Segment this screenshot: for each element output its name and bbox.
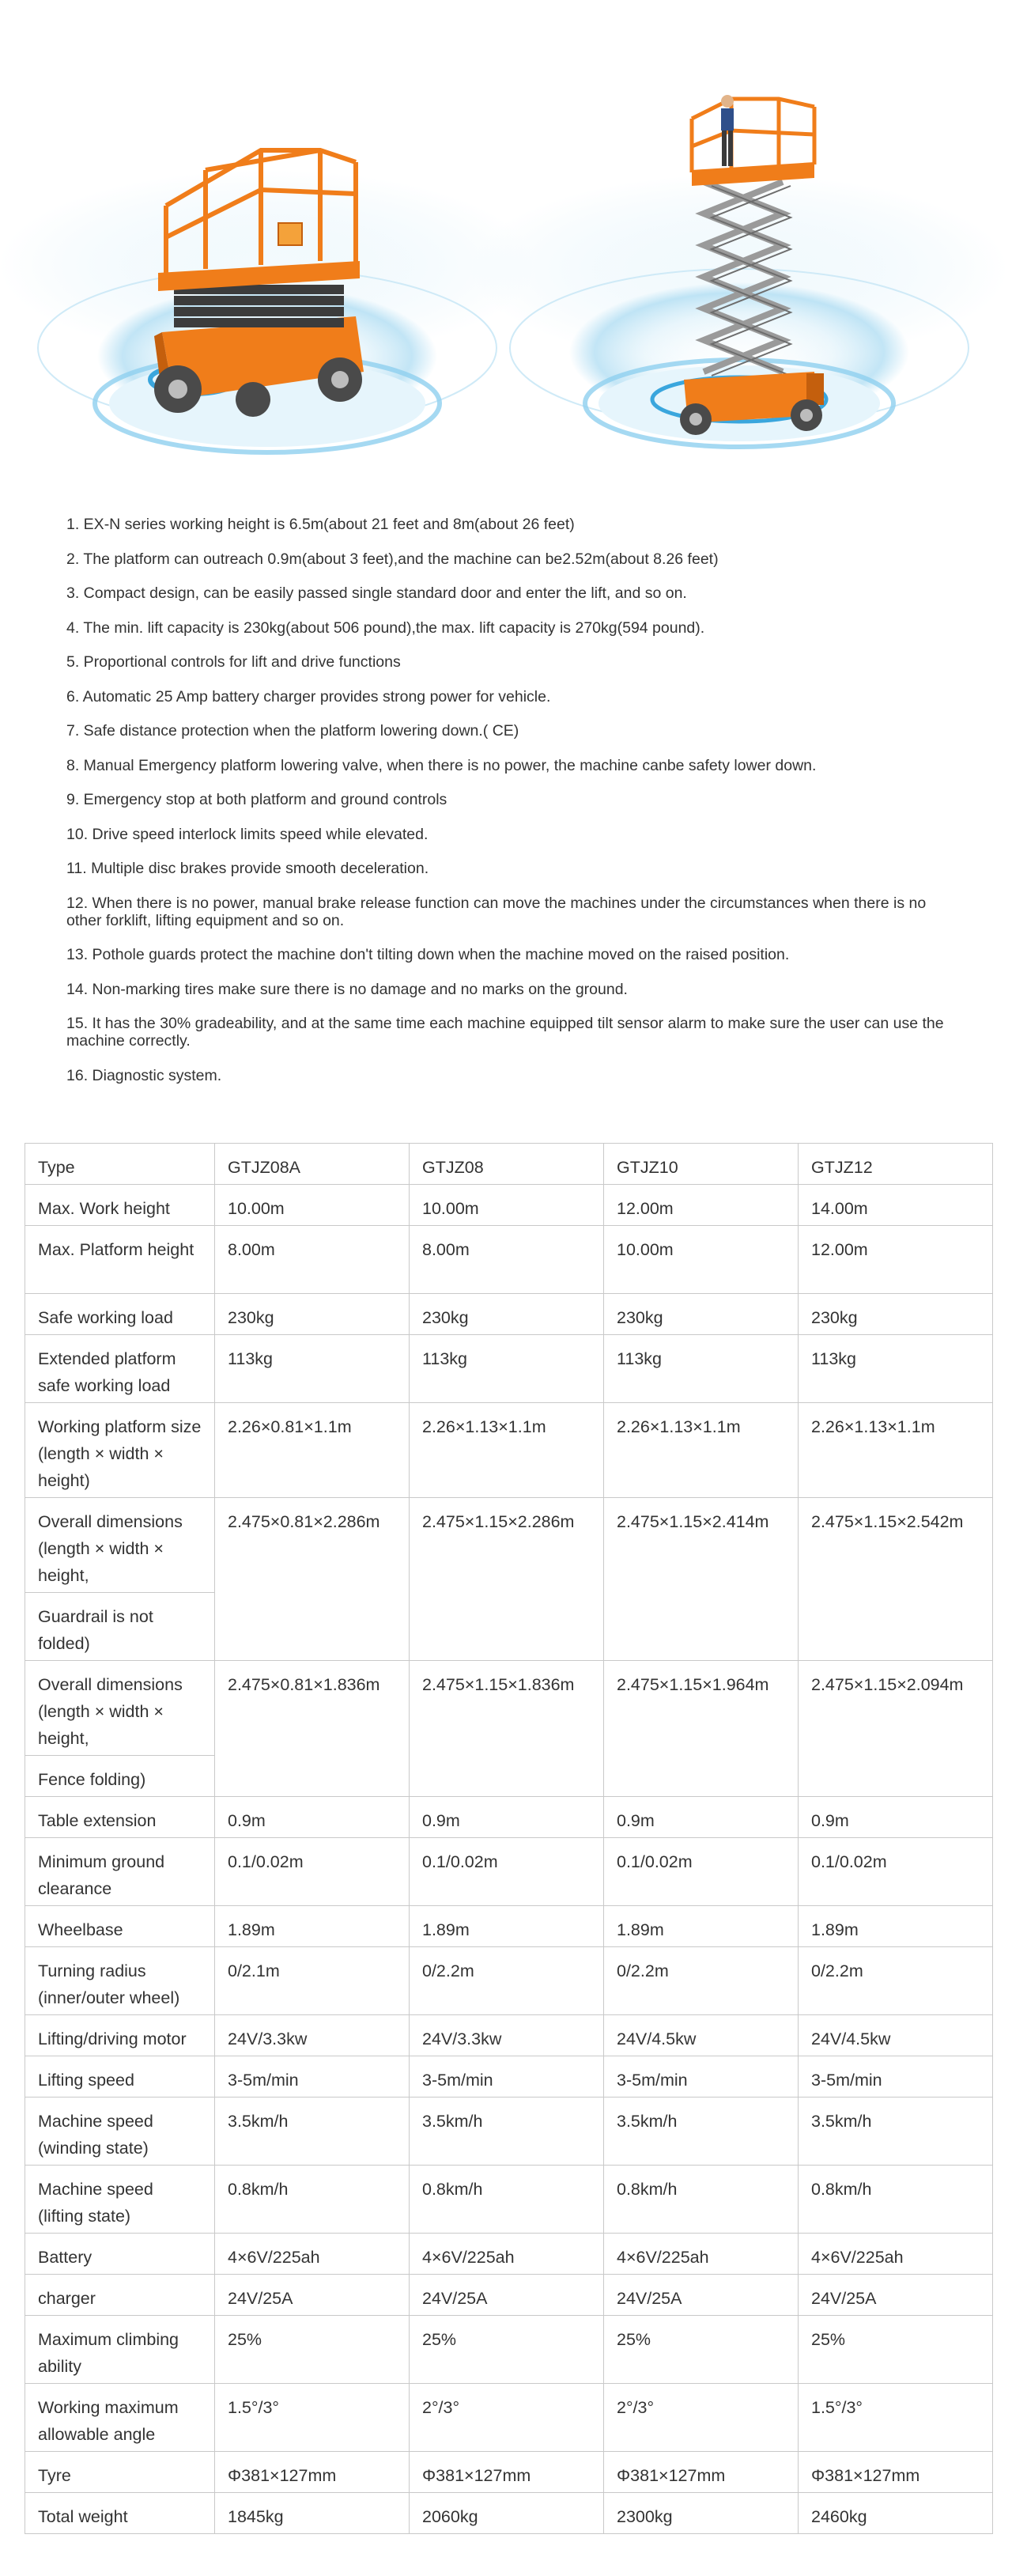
cell: 4×6V/225ah <box>799 2234 993 2275</box>
table-row <box>25 2166 993 2234</box>
row-label: Machine speed (winding state) <box>25 2097 215 2166</box>
cell: 25% <box>215 2316 410 2384</box>
header-cell: GTJZ10 <box>604 1144 799 1185</box>
machine-image-lowered <box>0 150 536 452</box>
cell: 2.475×1.15×2.094m <box>799 1661 993 1797</box>
cell: 3.5km/h <box>799 2097 993 2166</box>
cell: Φ381×127mm <box>215 2452 410 2493</box>
cell: 230kg <box>410 1294 604 1335</box>
cell: 8.00m <box>215 1226 410 1294</box>
cell: 24V/25A <box>215 2275 410 2316</box>
row-label: Turning radius (inner/outer wheel) <box>25 1947 215 2015</box>
cell: 0.9m <box>604 1797 799 1838</box>
feature-item: 1. EX-N series working height is 6.5m(about 21 feet and 8m(about 26 feet) <box>66 516 575 533</box>
cell: 0/2.2m <box>410 1947 604 2015</box>
row-label: Maximum climbing ability <box>25 2316 215 2384</box>
row-label: Overall dimensions (length × width × height, <box>25 1661 215 1756</box>
row-label: Working maximum allowable angle <box>25 2384 215 2452</box>
cell: 24V/4.5kw <box>604 2015 799 2056</box>
cell: 230kg <box>799 1294 993 1335</box>
cell: 230kg <box>215 1294 410 1335</box>
cell: 24V/25A <box>799 2275 993 2316</box>
table-row <box>25 1947 993 2015</box>
cell: 1.89m <box>215 1906 410 1947</box>
cell: 24V/4.5kw <box>799 2015 993 2056</box>
header-cell: GTJZ08 <box>410 1144 604 1185</box>
cell: 113kg <box>410 1335 604 1403</box>
cell: 1.89m <box>410 1906 604 1947</box>
cell: 24V/25A <box>410 2275 604 2316</box>
row-sublabel: Fence folding) <box>25 1756 215 1797</box>
table-row <box>25 1335 993 1403</box>
cell: 2300kg <box>604 2493 799 2534</box>
feature-item: 4. The min. lift capacity is 230kg(about 506 pound),the max. lift capacity is 270kg(594 pound). <box>66 618 705 637</box>
cell: 0.9m <box>799 1797 993 1838</box>
cell: 0/2.2m <box>799 1947 993 2015</box>
cell: 2°/3° <box>604 2384 799 2452</box>
feature-item: 15. It has the 30% gradeability, and at the same time each machine equipped tilt sensor alarm to make sure the user can use the machine correctly. <box>66 1015 944 1050</box>
row-label: Safe working load <box>25 1294 215 1335</box>
cell: 113kg <box>215 1335 410 1403</box>
table-row <box>25 2493 993 2534</box>
table-row <box>25 1226 993 1294</box>
table-row <box>25 2015 993 2056</box>
feature-item: 16. Diagnostic system. <box>66 1066 222 1084</box>
feature-item: 11. Multiple disc brakes provide smooth deceleration. <box>66 860 429 877</box>
cell: 10.00m <box>604 1226 799 1294</box>
cell: Φ381×127mm <box>410 2452 604 2493</box>
row-sublabel: Guardrail is not folded) <box>25 1593 215 1661</box>
cell: 2.475×1.15×2.286m <box>410 1498 604 1661</box>
feature-list <box>66 516 960 1101</box>
table-row <box>25 2234 993 2275</box>
cell: 12.00m <box>604 1185 799 1226</box>
cell: 24V/3.3kw <box>215 2015 410 2056</box>
row-label: Working platform size (length × width × height) <box>25 1403 215 1498</box>
table-row <box>25 2056 993 2097</box>
cell: 25% <box>799 2316 993 2384</box>
cell: 3-5m/min <box>215 2056 410 2097</box>
cell: 1.89m <box>799 1906 993 1947</box>
header-cell: GTJZ08A <box>215 1144 410 1185</box>
cell: 3-5m/min <box>604 2056 799 2097</box>
feature-item: 12. When there is no power, manual brake release function can move the machines under the circumstances when there is no other forklift, lifting equipment and so on. <box>66 894 927 929</box>
cell: Φ381×127mm <box>604 2452 799 2493</box>
cell: 3.5km/h <box>410 2097 604 2166</box>
cell: 2460kg <box>799 2493 993 2534</box>
cell: 3.5km/h <box>215 2097 410 2166</box>
cell: 2.475×1.15×2.414m <box>604 1498 799 1661</box>
cell: 8.00m <box>410 1226 604 1294</box>
row-label: Machine speed (lifting state) <box>25 2166 215 2234</box>
row-label: Lifting/driving motor <box>25 2015 215 2056</box>
spec-table <box>25 1143 993 2534</box>
table-row <box>25 2275 993 2316</box>
row-label: Table extension <box>25 1797 215 1838</box>
cell: 2.26×1.13×1.1m <box>410 1403 604 1498</box>
cell: 3.5km/h <box>604 2097 799 2166</box>
row-label: Max. Work height <box>25 1185 215 1226</box>
table-row <box>25 2097 993 2166</box>
table-row <box>25 1185 993 1226</box>
cell: 4×6V/225ah <box>215 2234 410 2275</box>
feature-item: 7. Safe distance protection when the platform lowering down.( CE) <box>66 722 519 740</box>
cell: 25% <box>604 2316 799 2384</box>
feature-item: 2. The platform can outreach 0.9m(about 3 feet),and the machine can be2.52m(about 8.26 feet) <box>66 550 719 568</box>
row-label: Battery <box>25 2234 215 2275</box>
cell: 0.1/0.02m <box>215 1838 410 1906</box>
cell: 2°/3° <box>410 2384 604 2452</box>
cell: 0.8km/h <box>604 2166 799 2234</box>
cell: 24V/25A <box>604 2275 799 2316</box>
cell: 0.8km/h <box>215 2166 410 2234</box>
row-label: Max. Platform height <box>25 1226 215 1294</box>
feature-item: 3. Compact design, can be easily passed single standard door and enter the lift, and so on. <box>66 584 687 602</box>
feature-item: 6. Automatic 25 Amp battery charger provides strong power for vehicle. <box>66 687 551 705</box>
cell: 0.9m <box>215 1797 410 1838</box>
cell: 113kg <box>799 1335 993 1403</box>
cell: 2.475×1.15×2.542m <box>799 1498 993 1661</box>
table-row <box>25 2452 993 2493</box>
product-hero <box>0 0 1012 490</box>
row-label: Lifting speed <box>25 2056 215 2097</box>
feature-item: 9. Emergency stop at both platform and ground controls <box>66 791 447 808</box>
cell: 4×6V/225ah <box>410 2234 604 2275</box>
table-row <box>25 1403 993 1498</box>
cell: 14.00m <box>799 1185 993 1226</box>
table-row <box>25 2384 993 2452</box>
cell: 113kg <box>604 1335 799 1403</box>
cell: 10.00m <box>215 1185 410 1226</box>
feature-item: 10. Drive speed interlock limits speed while elevated. <box>66 825 429 843</box>
row-label: Extended platform safe working load <box>25 1335 215 1403</box>
table-row <box>25 1294 993 1335</box>
cell: 1.5°/3° <box>215 2384 410 2452</box>
table-row <box>25 1498 993 1593</box>
row-label: Wheelbase <box>25 1906 215 1947</box>
cell: 2.475×0.81×1.836m <box>215 1661 410 1797</box>
cell: 2.26×1.13×1.1m <box>604 1403 799 1498</box>
row-label: Tyre <box>25 2452 215 2493</box>
cell: 12.00m <box>799 1226 993 1294</box>
machine-image-raised <box>470 95 1008 447</box>
cell: 10.00m <box>410 1185 604 1226</box>
cell: 0.8km/h <box>410 2166 604 2234</box>
cell: 0.1/0.02m <box>799 1838 993 1906</box>
cell: 1.89m <box>604 1906 799 1947</box>
cell: 0/2.1m <box>215 1947 410 2015</box>
cell: 3-5m/min <box>799 2056 993 2097</box>
cell: 2.475×0.81×2.286m <box>215 1498 410 1661</box>
feature-item: 8. Manual Emergency platform lowering valve, when there is no power, the machine canbe safety lower down. <box>66 756 817 774</box>
cell: 4×6V/225ah <box>604 2234 799 2275</box>
cell: 1.5°/3° <box>799 2384 993 2452</box>
table-row <box>25 1906 993 1947</box>
cell: 24V/3.3kw <box>410 2015 604 2056</box>
row-label: charger <box>25 2275 215 2316</box>
table-row <box>25 1661 993 1756</box>
cell: 0.8km/h <box>799 2166 993 2234</box>
header-cell: Type <box>25 1144 215 1185</box>
cell: 2.475×1.15×1.836m <box>410 1661 604 1797</box>
cell: 1845kg <box>215 2493 410 2534</box>
table-row <box>25 1838 993 1906</box>
cell: 3-5m/min <box>410 2056 604 2097</box>
cell: 2.475×1.15×1.964m <box>604 1661 799 1797</box>
cell: Φ381×127mm <box>799 2452 993 2493</box>
table-row <box>25 2316 993 2384</box>
cell: 2.26×0.81×1.1m <box>215 1403 410 1498</box>
row-label: Overall dimensions (length × width × height, <box>25 1498 215 1593</box>
cell: 0/2.2m <box>604 1947 799 2015</box>
table-header-row <box>25 1144 993 1185</box>
cell: 2060kg <box>410 2493 604 2534</box>
cell: 230kg <box>604 1294 799 1335</box>
header-cell: GTJZ12 <box>799 1144 993 1185</box>
cell: 0.1/0.02m <box>604 1838 799 1906</box>
cell: 0.9m <box>410 1797 604 1838</box>
feature-item: 5. Proportional controls for lift and drive functions <box>66 653 401 671</box>
feature-item: 14. Non-marking tires make sure there is no damage and no marks on the ground. <box>66 980 628 998</box>
cell: 0.1/0.02m <box>410 1838 604 1906</box>
table-row <box>25 1797 993 1838</box>
cell: 2.26×1.13×1.1m <box>799 1403 993 1498</box>
row-label: Total weight <box>25 2493 215 2534</box>
feature-item: 13. Pothole guards protect the machine don't tilting down when the machine moved on the raised position. <box>66 946 790 963</box>
cell: 25% <box>410 2316 604 2384</box>
row-label: Minimum ground clearance <box>25 1838 215 1906</box>
